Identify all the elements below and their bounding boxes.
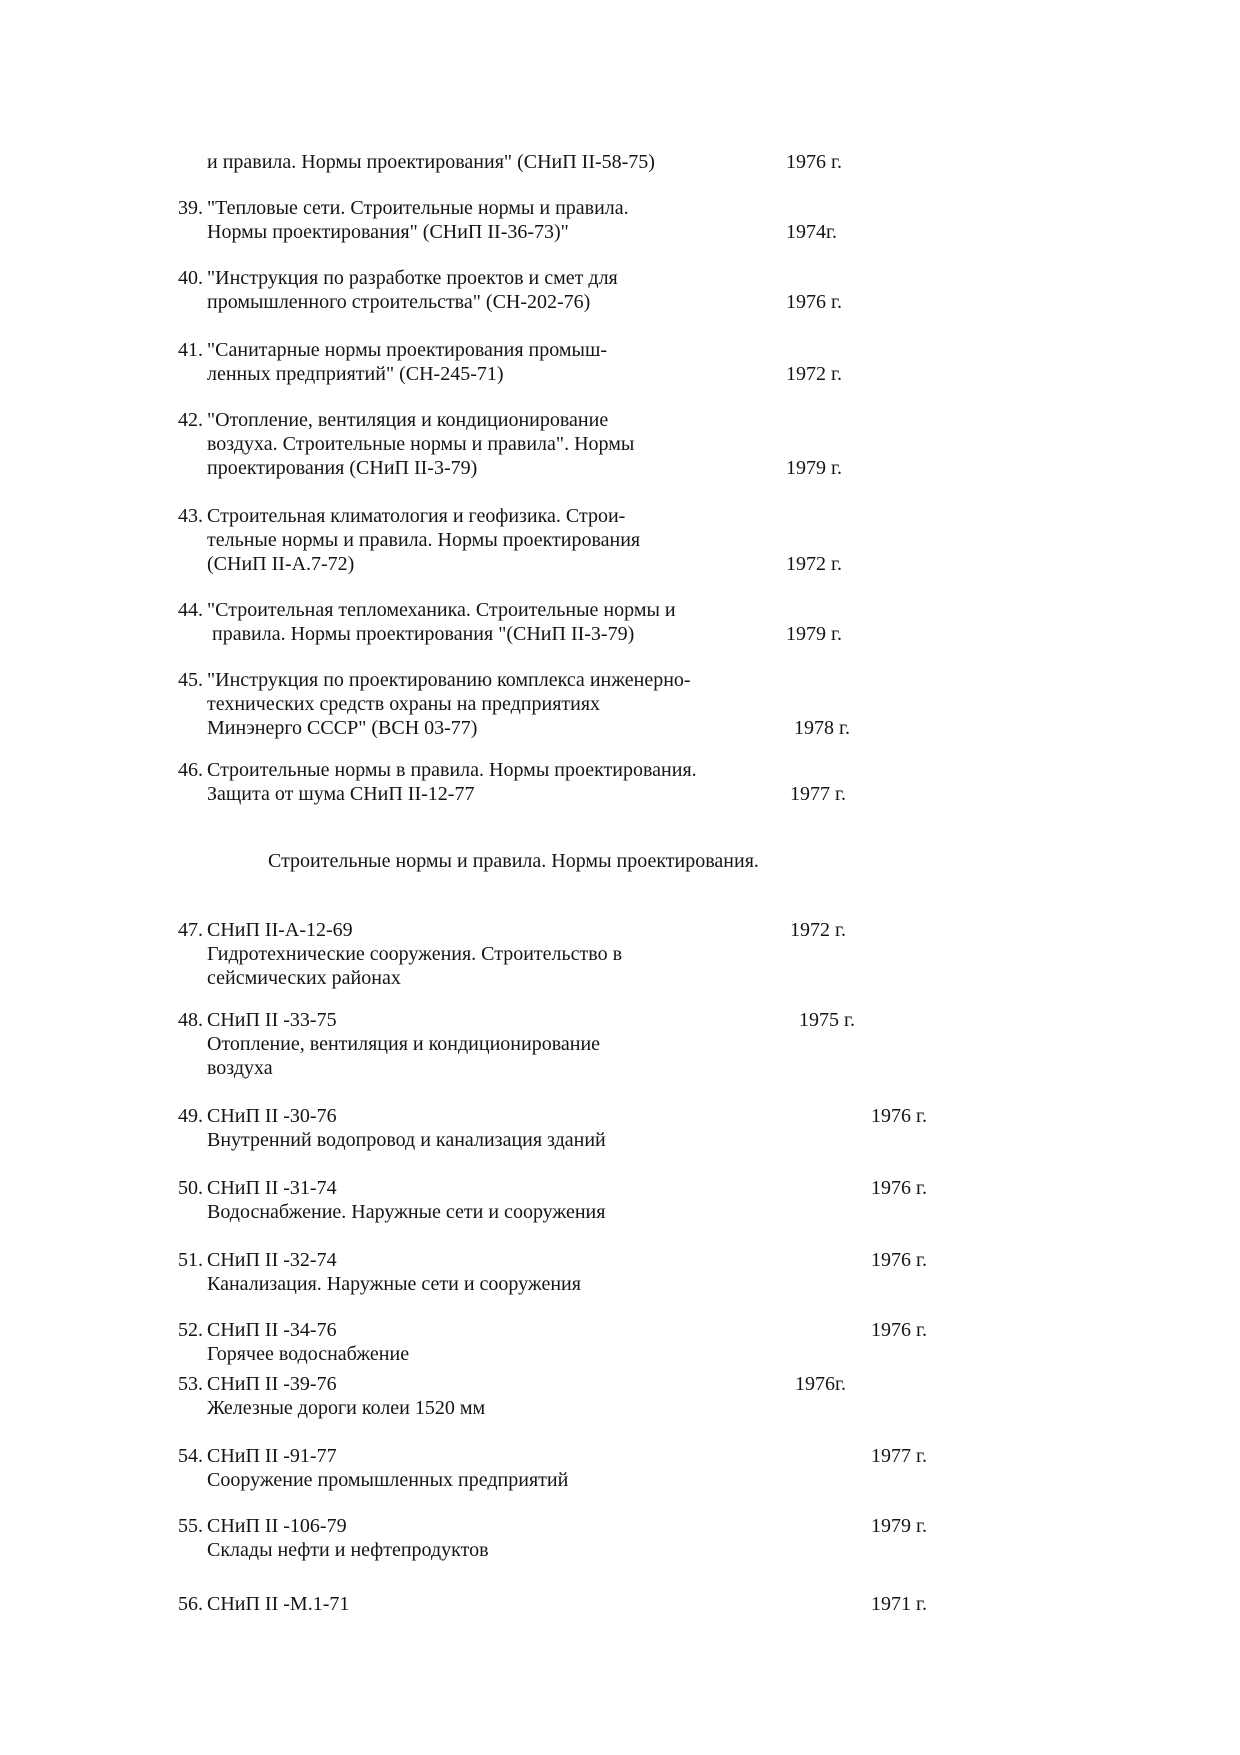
item-number: 52. bbox=[178, 1319, 203, 1341]
item-text-line: Нормы проектирования" (СНиП II-36-73)" bbox=[207, 221, 569, 243]
item-text-line: Отопление, вентиляция и кондиционирование bbox=[207, 1033, 601, 1055]
item-text-line: СНиП II -106-79 bbox=[207, 1515, 347, 1537]
item-year: 1972 г. bbox=[786, 363, 842, 385]
item-text-line: "Инструкция по проектированию комплекса инженерно- bbox=[207, 669, 691, 691]
item-text bbox=[207, 408, 634, 480]
item-number: 47. bbox=[178, 919, 203, 941]
item-number: 55. bbox=[178, 1515, 203, 1537]
item-text-line: "Строительная тепломеханика. Строительные нормы и bbox=[207, 599, 676, 621]
item-text-line: (СНиП II-А.7-72) bbox=[207, 553, 355, 575]
item-number: 42. bbox=[178, 409, 203, 431]
item-text-line: Гидротехнические сооружения. Строительство в bbox=[207, 943, 623, 965]
item-text-line: СНиП II -32-74 bbox=[207, 1249, 337, 1271]
item-year: 1979 г. bbox=[871, 1515, 927, 1537]
item-text-line: Строительные нормы в правила. Нормы проектирования. bbox=[207, 759, 697, 781]
item-text-line: СНиП II -М.1-71 bbox=[207, 1593, 350, 1615]
item-text-line: Водоснабжение. Наружные сети и сооружения bbox=[207, 1201, 606, 1223]
item-year: 1976 г. bbox=[871, 1319, 927, 1341]
item-text bbox=[207, 266, 618, 314]
item-text-line: "Тепловые сети. Строительные нормы и правила. bbox=[207, 197, 629, 219]
item-text-line: СНиП II-А-12-69 bbox=[207, 919, 353, 941]
item-text bbox=[207, 1592, 349, 1616]
item-text bbox=[207, 1176, 605, 1224]
item-year: 1979 г. bbox=[786, 623, 842, 645]
item-year: 1975 г. bbox=[799, 1009, 855, 1031]
item-text-line: Строительная климатология и геофизика. Строи- bbox=[207, 505, 626, 527]
item-text-line: "Санитарные нормы проектирования промыш- bbox=[207, 339, 608, 361]
item-year: 1976 г. bbox=[871, 1177, 927, 1199]
item-text-line: технических средств охраны на предприятиях bbox=[207, 693, 601, 715]
item-text-line: Склады нефти и нефтепродуктов bbox=[207, 1539, 489, 1561]
item-text-line: СНиП II -31-74 bbox=[207, 1177, 337, 1199]
item-number: 49. bbox=[178, 1105, 203, 1127]
item-text-line: "Инструкция по разработке проектов и смет для bbox=[207, 267, 618, 289]
item-text-line: тельные нормы и правила. Нормы проектирования bbox=[207, 529, 641, 551]
item-text-line: СНиП II -91-77 bbox=[207, 1445, 337, 1467]
item-text bbox=[207, 196, 629, 244]
item-year: 1974г. bbox=[786, 221, 837, 243]
item-year: 1977 г. bbox=[790, 783, 846, 805]
item-text-line: проектирования (СНиП II-3-79) bbox=[207, 457, 478, 479]
item-text-line: воздуха bbox=[207, 1057, 273, 1079]
item-text-line: Канализация. Наружные сети и сооружения bbox=[207, 1273, 581, 1295]
item-year: 1972 г. bbox=[790, 919, 846, 941]
item-number: 40. bbox=[178, 267, 203, 289]
item-text bbox=[207, 918, 622, 990]
item-number: 53. bbox=[178, 1373, 203, 1395]
item-year: 1972 г. bbox=[786, 553, 842, 575]
item-text bbox=[207, 758, 697, 806]
item-text-line: СНиП II -33-75 bbox=[207, 1009, 337, 1031]
item-text bbox=[207, 1104, 606, 1152]
item-year: 1976 г. bbox=[786, 291, 842, 313]
item-text-line: Железные дороги колеи 1520 мм bbox=[207, 1397, 486, 1419]
item-text-line: "Отопление, вентиляция и кондиционирование bbox=[207, 409, 609, 431]
item-year: 1976 г. bbox=[786, 151, 842, 173]
item-text bbox=[207, 1318, 409, 1366]
item-number: 50. bbox=[178, 1177, 203, 1199]
item-text-line: Минэнерго СССР" (ВСН 03-77) bbox=[207, 717, 478, 739]
item-text-line: СНиП II -34-76 bbox=[207, 1319, 337, 1341]
item-text bbox=[207, 1008, 600, 1080]
item-text-line: Горячее водоснабжение bbox=[207, 1343, 410, 1365]
item-text-line: промышленного строительства" (СН-202-76) bbox=[207, 291, 591, 313]
item-text-line: воздуха. Строительные нормы и правила". Нормы bbox=[207, 433, 635, 455]
item-year: 1977 г. bbox=[871, 1445, 927, 1467]
section-heading: Строительные нормы и правила. Нормы проектирования. bbox=[268, 850, 759, 872]
item-number: 54. bbox=[178, 1445, 203, 1467]
item-text-line: ленных предприятий" (СН-245-71) bbox=[207, 363, 504, 385]
item-number: 41. bbox=[178, 339, 203, 361]
item-text-line: Внутренний водопровод и канализация зданий bbox=[207, 1129, 606, 1151]
item-text-line: правила. Нормы проектирования "(СНиП II-3-79) bbox=[207, 623, 635, 645]
item-number: 56. bbox=[178, 1593, 203, 1615]
item-text bbox=[207, 338, 607, 386]
item-text bbox=[207, 598, 676, 646]
item-year: 1976 г. bbox=[871, 1105, 927, 1127]
item-text bbox=[207, 150, 655, 174]
item-year: 1978 г. bbox=[794, 717, 850, 739]
item-text bbox=[207, 504, 640, 576]
item-number: 45. bbox=[178, 669, 203, 691]
item-year: 1976г. bbox=[795, 1373, 846, 1395]
item-number: 46. bbox=[178, 759, 203, 781]
item-number: 44. bbox=[178, 599, 203, 621]
item-number: 48. bbox=[178, 1009, 203, 1031]
item-year: 1971 г. bbox=[871, 1593, 927, 1615]
item-text-line: Сооружение промышленных предприятий bbox=[207, 1469, 569, 1491]
item-text-line: Защита от шума СНиП II-12-77 bbox=[207, 783, 475, 805]
item-text-line: сейсмических районах bbox=[207, 967, 401, 989]
item-text-line: СНиП II -39-76 bbox=[207, 1373, 337, 1395]
item-number: 43. bbox=[178, 505, 203, 527]
item-number: 51. bbox=[178, 1249, 203, 1271]
item-text bbox=[207, 1444, 568, 1492]
item-text bbox=[207, 668, 691, 740]
item-text-line: СНиП II -30-76 bbox=[207, 1105, 337, 1127]
item-text bbox=[207, 1514, 489, 1562]
item-text-line: и правила. Нормы проектирования" (СНиП II-58-75) bbox=[207, 151, 655, 173]
item-number: 39. bbox=[178, 197, 203, 219]
item-year: 1979 г. bbox=[786, 457, 842, 479]
item-year: 1976 г. bbox=[871, 1249, 927, 1271]
item-text bbox=[207, 1248, 581, 1296]
item-text bbox=[207, 1372, 485, 1420]
